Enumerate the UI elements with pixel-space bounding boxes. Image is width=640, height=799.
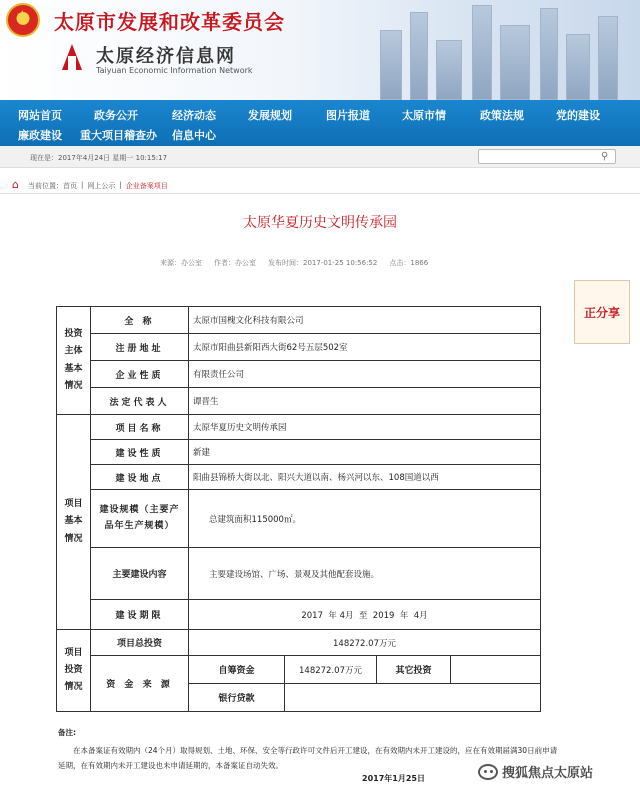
table-row xyxy=(57,334,541,361)
national-emblem-icon xyxy=(6,3,40,37)
main-nav xyxy=(0,100,640,146)
search-icon[interactable]: ⚲ xyxy=(601,151,609,162)
field-label: 企业性质 xyxy=(91,361,189,388)
meta-clicks: 点击：1866 xyxy=(389,259,429,267)
table-row xyxy=(57,465,541,490)
field-value: 148272.07万元 xyxy=(189,630,541,656)
field-label: 注册地址 xyxy=(91,334,189,361)
project-group-label: 项目基本情况 xyxy=(57,415,91,630)
table-row xyxy=(57,440,541,465)
nav-item-party[interactable]: 党的建设 xyxy=(556,109,600,122)
meta-author: 作者：办公室 xyxy=(214,259,256,267)
current-date: 现在是：2017年4月24日 星期一 10:15:17 xyxy=(30,154,168,162)
site-header xyxy=(0,0,640,100)
nav-item-info-center[interactable]: 信息中心 xyxy=(172,129,216,142)
field-label: 建设性质 xyxy=(91,440,189,465)
field-label: 项目名称 xyxy=(91,415,189,440)
field-value: 有限责任公司 xyxy=(189,361,541,388)
notes-date: 2017年1月25日 xyxy=(362,774,425,783)
field-label: 法定代表人 xyxy=(91,388,189,415)
nav-item-photos[interactable]: 图片报道 xyxy=(326,109,370,122)
breadcrumb-home[interactable]: 当前位置：首页 xyxy=(28,182,77,190)
invest-group-label: 项目投资情况 xyxy=(57,630,91,712)
site-name[interactable]: 太原经济信息网 xyxy=(96,46,236,67)
field-value: 新建 xyxy=(189,440,541,465)
nav-item-gov-affairs[interactable]: 政务公开 xyxy=(94,109,138,122)
table-row xyxy=(57,490,541,548)
table-row xyxy=(57,548,541,600)
field-label: 建设地点 xyxy=(91,465,189,490)
info-bar xyxy=(0,146,640,168)
skyline-banner-image xyxy=(340,0,640,100)
field-value: 148272.07万元 xyxy=(285,656,377,684)
table-row xyxy=(57,656,541,684)
notes-text: 在本备案证有效期内（24个月）取得规划、土地、环保、安全等行政许可文件后开工建设，在有效期内未开工建设的，应在有效期届满30日前申请延期，在有效期内未开工建设也未申请延期的，本备案证自动失效。 xyxy=(58,746,558,770)
site-name-en: Taiyuan Economic Information Network xyxy=(96,66,253,75)
nav-row-1 xyxy=(18,106,626,126)
nav-item-inspection[interactable]: 重大项目稽查办 xyxy=(80,129,157,142)
field-value: 阳曲县锦桥大街以北、阳兴大道以南、杨兴河以东、108国道以西 xyxy=(189,465,541,490)
breadcrumb-separator: | xyxy=(81,181,84,189)
field-value: 太原市阳曲县新阳西大街62号五层502室 xyxy=(189,334,541,361)
nav-row-2 xyxy=(18,126,248,146)
breadcrumb-items xyxy=(28,181,168,191)
share-badge[interactable]: 正分享 xyxy=(574,280,630,344)
field-value: 主要建设场馆、广场、景观及其他配套设施。 xyxy=(189,548,541,600)
field-label: 自筹资金 xyxy=(189,656,285,684)
nav-item-integrity[interactable]: 廉政建设 xyxy=(18,129,62,142)
table-row xyxy=(57,388,541,415)
field-label: 资 金 来 源 xyxy=(91,656,189,712)
nav-item-economy[interactable]: 经济动态 xyxy=(172,109,216,122)
table-row xyxy=(57,600,541,630)
meta-source: 来源：办公室 xyxy=(160,259,202,267)
field-value: 太原市国槐文化科技有限公司 xyxy=(189,307,541,334)
field-value: 2017 年 4月 至 2019 年 4月 xyxy=(189,600,541,630)
breadcrumb-public-notice[interactable]: 网上公示 xyxy=(87,182,116,190)
nav-item-home[interactable]: 网站首页 xyxy=(18,109,62,122)
field-value: 谭晋生 xyxy=(189,388,541,415)
field-label: 银行贷款 xyxy=(189,684,285,712)
nav-item-policy[interactable]: 政策法规 xyxy=(480,109,524,122)
meta-publish-time: 发布时间：2017-01-25 10:56:52 xyxy=(268,259,378,267)
breadcrumb-current[interactable]: 企业备案项目 xyxy=(125,182,168,190)
article-meta xyxy=(160,258,428,268)
home-icon: ⌂ xyxy=(12,178,19,191)
investor-group-label: 投资主体基本情况 xyxy=(57,307,91,415)
search-input[interactable] xyxy=(478,149,616,164)
nav-item-city-info[interactable]: 太原市情 xyxy=(402,109,446,122)
field-value: 总建筑面积115000㎡。 xyxy=(189,490,541,548)
breadcrumb-separator: | xyxy=(119,181,122,189)
field-value xyxy=(451,656,541,684)
field-label: 建设期限 xyxy=(91,600,189,630)
org-title: 太原市发展和改革委员会 xyxy=(54,10,285,34)
field-label: 其它投资 xyxy=(377,656,451,684)
table-row xyxy=(57,307,541,334)
breadcrumb xyxy=(0,176,640,194)
field-label: 全 称 xyxy=(91,307,189,334)
notes-title: 备注: xyxy=(58,728,76,737)
field-value xyxy=(285,684,541,712)
field-value: 太原华夏历史文明传承园 xyxy=(189,415,541,440)
page-title: 太原华夏历史文明传承园 xyxy=(243,215,397,231)
table-row xyxy=(57,630,541,656)
site-logo-icon xyxy=(58,44,86,74)
table-row xyxy=(57,415,541,440)
nav-item-planning[interactable]: 发展规划 xyxy=(248,109,292,122)
wechat-icon xyxy=(478,764,498,780)
field-label: 主要建设内容 xyxy=(91,548,189,600)
watermark-text: 搜狐焦点太原站 xyxy=(502,766,594,781)
field-label: 项目总投资 xyxy=(91,630,189,656)
table-row xyxy=(57,361,541,388)
project-filing-table xyxy=(56,306,541,712)
watermark xyxy=(478,762,593,781)
field-label: 建设规模（主要产品年生产规模） xyxy=(91,490,189,548)
